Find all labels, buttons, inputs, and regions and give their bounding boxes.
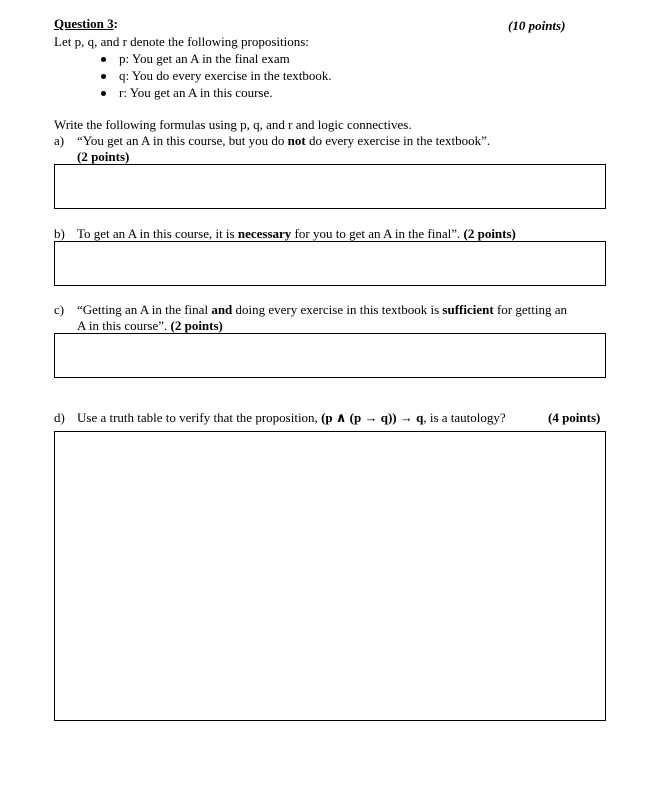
part-a-answer-box[interactable] (54, 164, 606, 209)
part-d-label: d) (54, 410, 65, 425)
part-c-label: c) (54, 302, 65, 317)
part-c-question-line-2: A in this course”. (2 points) (77, 318, 223, 333)
part-a-label: a) (54, 133, 65, 148)
part-d-question: Use a truth table to verify that the proposition, (p ∧ (p → q)) → q, is a tautology? (77, 410, 506, 425)
question-title: Question 3: (54, 16, 118, 31)
instruction-text: Write the following formulas using p, q, and r and logic connectives. (54, 117, 412, 132)
question-title-text: Question 3 (54, 16, 114, 31)
proposition-p: p: You get an A in the final exam (119, 51, 290, 66)
bullet-icon (101, 74, 106, 79)
part-c-points: (2 points) (170, 318, 223, 333)
part-c-answer-box[interactable] (54, 333, 606, 378)
part-b-answer-box[interactable] (54, 241, 606, 286)
proposition-r: r: You get an A in this course. (119, 85, 273, 100)
part-d-answer-box[interactable] (54, 431, 606, 721)
part-d-points: (4 points) (548, 410, 601, 425)
proposition-q: q: You do every exercise in the textbook. (119, 68, 332, 83)
part-c-question: “Getting an A in the final and doing every exercise in this textbook is sufficient for getting an (77, 302, 567, 317)
part-a-points: (2 points) (77, 149, 130, 164)
tautology-formula: (p ∧ (p → q)) → q (321, 410, 424, 425)
total-points: (10 points) (508, 18, 566, 33)
intro-text: Let p, q, and r denote the following propositions: (54, 34, 309, 49)
part-b-question: b) To get an A in this course, it is necessary for you to get an A in the final”. (2 points) (54, 226, 550, 242)
part-b-points: (2 points) (463, 226, 516, 241)
bullet-icon (101, 57, 106, 62)
bullet-icon (101, 91, 106, 96)
part-a-question: “You get an A in this course, but you do not do every exercise in the textbook”. (77, 133, 491, 148)
